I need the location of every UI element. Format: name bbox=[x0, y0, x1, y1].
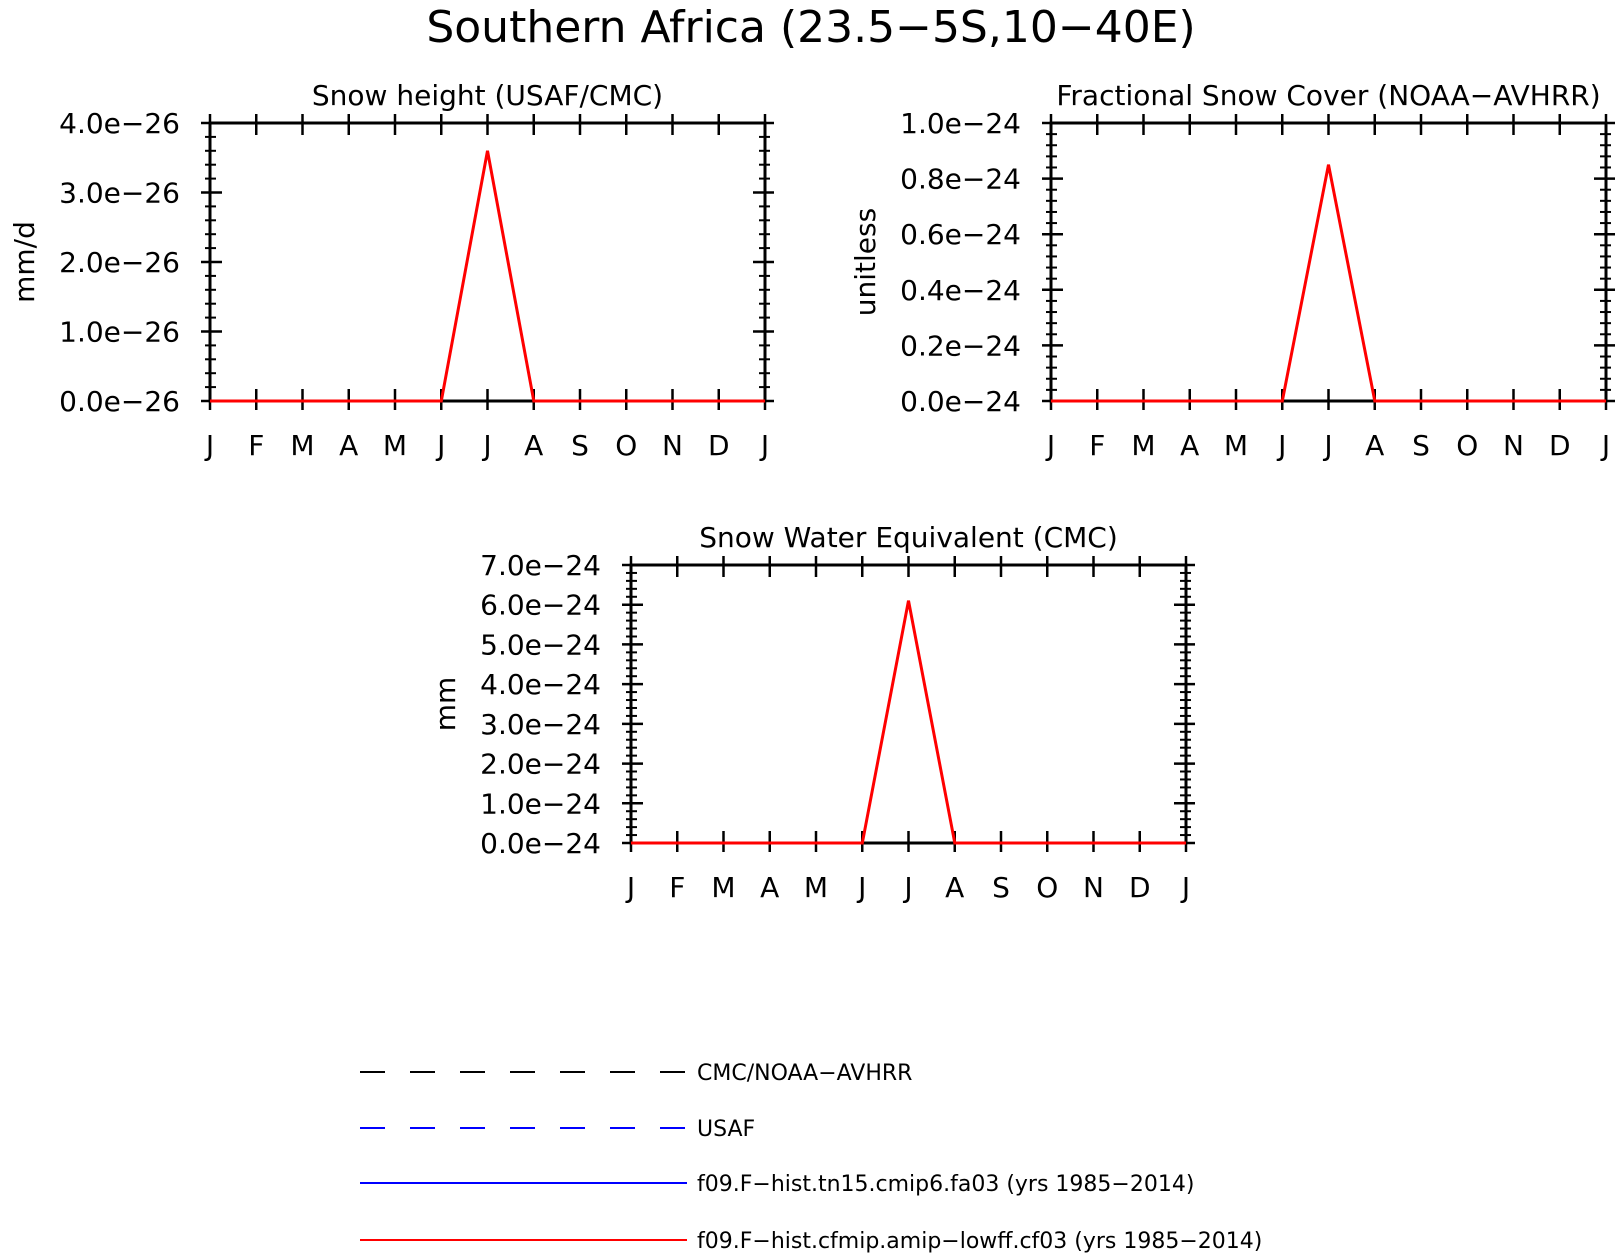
x-tick-label: A bbox=[1180, 429, 1200, 462]
x-tick-label: J bbox=[858, 871, 867, 904]
x-tick-label: M bbox=[1131, 429, 1156, 462]
x-tick-label: D bbox=[707, 429, 730, 462]
y-tick-label: 1.0e−26 bbox=[59, 315, 180, 349]
x-tick-label: J bbox=[1046, 429, 1056, 462]
x-tick-label: O bbox=[615, 429, 638, 462]
x-tick-label: A bbox=[524, 429, 544, 462]
y-tick-label: 2.0e−24 bbox=[480, 747, 601, 781]
x-tick-label: S bbox=[992, 871, 1010, 904]
series-line bbox=[631, 601, 1186, 843]
chart-panel-3 bbox=[429, 521, 1195, 904]
legend-label: USAF bbox=[697, 1117, 756, 1142]
y-tick-label: 0.0e−24 bbox=[900, 385, 1021, 418]
x-tick-label: J bbox=[1324, 429, 1333, 462]
y-axis-label: mm bbox=[429, 676, 462, 732]
y-axis-label: unitless bbox=[849, 207, 882, 317]
x-tick-label: J bbox=[437, 429, 446, 462]
x-tick-label: N bbox=[1083, 871, 1104, 904]
x-tick-label: F bbox=[669, 871, 686, 904]
x-tick-label: A bbox=[339, 429, 359, 462]
y-tick-label: 4.0e−24 bbox=[480, 668, 601, 702]
figure-title: Southern Africa (23.5−5S,10−40E) bbox=[426, 2, 1196, 53]
legend-label: f09.F−hist.tn15.cmip6.fa03 (yrs 1985−2014) bbox=[697, 1172, 1195, 1197]
panel-title: Snow height (USAF/CMC) bbox=[311, 79, 664, 112]
x-tick-label: J bbox=[205, 429, 215, 462]
x-tick-label: J bbox=[1181, 871, 1191, 904]
legend-item-4 bbox=[360, 1229, 1262, 1254]
y-tick-label: 4.0e−26 bbox=[59, 107, 180, 140]
y-tick-label: 0.0e−24 bbox=[480, 827, 601, 860]
legend-label: f09.F−hist.cfmip.amip−lowff.cf03 (yrs 1985−2014) bbox=[697, 1229, 1263, 1254]
y-tick-label: 6.0e−24 bbox=[480, 588, 601, 622]
x-tick-label: O bbox=[1456, 429, 1479, 462]
x-tick-label: S bbox=[571, 429, 589, 462]
legend-item-2 bbox=[360, 1117, 755, 1142]
panels bbox=[8, 79, 1615, 904]
panel-title: Fractional Snow Cover (NOAA−AVHRR) bbox=[1056, 79, 1601, 112]
x-tick-label: J bbox=[904, 871, 913, 904]
y-tick-label: 0.2e−24 bbox=[900, 329, 1021, 363]
x-tick-label: M bbox=[711, 871, 736, 904]
x-tick-label: M bbox=[382, 429, 408, 462]
legend-item-3 bbox=[360, 1172, 1194, 1197]
x-tick-label: J bbox=[760, 429, 770, 462]
x-tick-label: F bbox=[248, 429, 265, 462]
x-tick-label: A bbox=[945, 871, 965, 904]
legend bbox=[360, 1061, 1262, 1254]
y-tick-label: 3.0e−26 bbox=[59, 176, 180, 210]
y-tick-label: 0.6e−24 bbox=[900, 218, 1021, 252]
x-tick-label: F bbox=[1089, 429, 1106, 462]
series-line bbox=[210, 151, 765, 401]
x-tick-label: J bbox=[1278, 429, 1287, 462]
y-axis-label: mm/d bbox=[8, 221, 41, 303]
x-tick-label: M bbox=[803, 871, 829, 904]
x-tick-label: J bbox=[483, 429, 492, 462]
x-tick-label: D bbox=[1128, 871, 1151, 904]
x-tick-label: A bbox=[1365, 429, 1385, 462]
panel-title: Snow Water Equivalent (CMC) bbox=[699, 521, 1118, 554]
chart-panel-2 bbox=[849, 79, 1615, 462]
y-tick-label: 1.0e−24 bbox=[900, 107, 1021, 140]
legend-label: CMC/NOAA−AVHRR bbox=[697, 1061, 913, 1086]
x-tick-label: J bbox=[1601, 429, 1611, 462]
x-tick-label: D bbox=[1548, 429, 1571, 462]
x-tick-label: O bbox=[1036, 871, 1059, 904]
legend-item-1 bbox=[360, 1061, 912, 1086]
x-tick-label: J bbox=[626, 871, 636, 904]
y-tick-label: 5.0e−24 bbox=[480, 628, 601, 662]
y-tick-label: 2.0e−26 bbox=[59, 246, 180, 279]
x-tick-label: N bbox=[662, 429, 683, 462]
x-tick-label: S bbox=[1412, 429, 1430, 462]
chart-panel-1 bbox=[8, 79, 774, 462]
x-tick-label: M bbox=[290, 429, 315, 462]
plot-frame bbox=[210, 123, 765, 401]
x-tick-label: M bbox=[1223, 429, 1249, 462]
y-tick-label: 0.0e−26 bbox=[59, 385, 180, 418]
series-line bbox=[1051, 165, 1606, 401]
x-tick-label: A bbox=[760, 871, 780, 904]
y-tick-label: 0.8e−24 bbox=[900, 162, 1021, 196]
y-tick-label: 3.0e−24 bbox=[480, 707, 601, 741]
y-tick-label: 1.0e−24 bbox=[480, 787, 601, 821]
y-tick-label: 7.0e−24 bbox=[480, 549, 601, 582]
x-tick-label: N bbox=[1503, 429, 1524, 462]
y-tick-label: 0.4e−24 bbox=[900, 273, 1021, 307]
